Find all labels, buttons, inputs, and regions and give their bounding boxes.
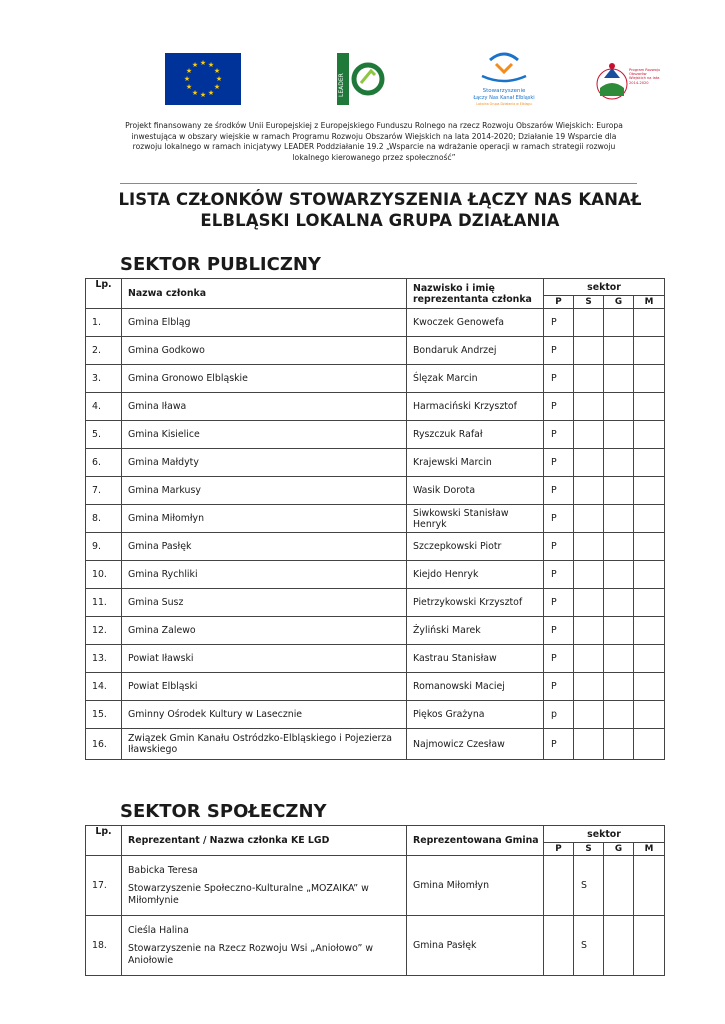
representative: Siwkowski Stanisław Henryk [407, 505, 544, 533]
member-name: Gmina Małdyty [122, 449, 407, 477]
table-row [86, 477, 665, 505]
table-row [86, 561, 665, 589]
col-g: G [604, 843, 634, 856]
sector-p: P [544, 673, 574, 701]
social-sector-heading: SEKTOR SPOŁECZNY [120, 801, 327, 822]
svg-text:★: ★ [191, 89, 199, 97]
document-title [110, 189, 650, 231]
sector-p: P [544, 533, 574, 561]
col-g: G [604, 296, 634, 309]
table-row [86, 421, 665, 449]
member-name: Gmina Pasłęk [122, 533, 407, 561]
col-lp: Lp. [86, 279, 122, 309]
col-m: M [634, 296, 665, 309]
col-s: S [574, 296, 604, 309]
title-line-2: ELBLĄSKI LOKALNA GRUPA DZIAŁANIA [200, 211, 560, 230]
svg-text:★: ★ [213, 67, 221, 75]
svg-text:★: ★ [207, 61, 215, 69]
lp: 18. [86, 916, 122, 976]
lp: 1. [86, 309, 122, 337]
svg-text:★: ★ [213, 83, 221, 91]
table-row [86, 701, 665, 729]
col-p: P [544, 296, 574, 309]
representative: Harmaciński Krzysztof [407, 393, 544, 421]
social-sector-table [85, 825, 665, 976]
table-row [86, 505, 665, 533]
svg-text:★: ★ [207, 89, 215, 97]
sector-p: P [544, 477, 574, 505]
sector-p: P [544, 421, 574, 449]
sector-p: P [544, 561, 574, 589]
svg-text:★: ★ [199, 91, 207, 99]
represented-gmina: Gmina Pasłęk [407, 916, 544, 976]
represented-gmina: Gmina Miłomłyn [407, 856, 544, 916]
lp: 3. [86, 365, 122, 393]
lgd-line3: Lokalna Grupa Działania w Elblągu [476, 102, 532, 106]
member-name: Gmina Iława [122, 393, 407, 421]
member-name: Gmina Elbląg [122, 309, 407, 337]
member-name: Gmina Susz [122, 589, 407, 617]
lgd-logo [468, 50, 540, 108]
member-cell [122, 856, 407, 916]
lp: 8. [86, 505, 122, 533]
sector-p: P [544, 449, 574, 477]
table-row [86, 393, 665, 421]
table-row [86, 617, 665, 645]
lgd-line2: Łączy Nas Kanał Elbląski [473, 95, 535, 101]
col-p: P [544, 843, 574, 856]
title-line-1: LISTA CZŁONKÓW STOWARZYSZENIA ŁĄCZY NAS KANAŁ [118, 190, 642, 209]
member-name: Gmina Markusy [122, 477, 407, 505]
table-row [86, 589, 665, 617]
prow-text: Program Rozwoju Obszarów Wiejskich na lata 2014-2020 [629, 68, 661, 85]
organization-name: Stowarzyszenie Społeczno-Kulturalne „MOZAIKA” w Miłomłynie [128, 882, 369, 906]
col-sector: sektor [544, 279, 665, 296]
sector-p: P [544, 589, 574, 617]
lp: 6. [86, 449, 122, 477]
col-s: S [574, 843, 604, 856]
svg-text:★: ★ [199, 59, 207, 67]
representative: Piękos Grażyna [407, 701, 544, 729]
representative: Żyliński Marek [407, 617, 544, 645]
lp: 4. [86, 393, 122, 421]
table-row [86, 856, 665, 916]
funding-note: Projekt finansowany ze środków Unii Europejskiej z Europejskiego Funduszu Rolnego na rzecz Rozwoju Obszarów Wiejskich: Europa inwestująca w obszary wiejskie w ramach Programu Rozwoju Obszarów Wiejskich na lata 2014-2020; Działanie 19 Wsparcie dla rozwoju lokalnego w ramach inicjatywy LEADER Poddziałanie 19.2 „Wsparcie na wdrażanie operacji w ramach strategii rozwoju lokalnego kierowanego przez społeczność” [125, 121, 623, 162]
sector-p: P [544, 617, 574, 645]
table-row [86, 916, 665, 976]
sector-p: P [544, 309, 574, 337]
representative: Wasik Dorota [407, 477, 544, 505]
svg-text:★: ★ [185, 67, 193, 75]
member-name: Gmina Godkowo [122, 337, 407, 365]
person-name: Cieśla Halina [128, 924, 189, 936]
col-name: Reprezentant / Nazwa członka KE LGD [122, 826, 407, 856]
sector-p: P [544, 645, 574, 673]
representative: Kwoczek Genowefa [407, 309, 544, 337]
col-rep: Nazwisko i imię reprezentanta członka [407, 279, 544, 309]
sector-s: S [574, 916, 604, 976]
sector-p: P [544, 337, 574, 365]
person-name: Babicka Teresa [128, 864, 198, 876]
lp: 11. [86, 589, 122, 617]
svg-text:★: ★ [215, 75, 223, 83]
lp: 13. [86, 645, 122, 673]
representative: Najmowicz Czesław [407, 729, 544, 760]
member-name: Gminny Ośrodek Kultury w Lasecznie [122, 701, 407, 729]
table-row [86, 337, 665, 365]
divider [120, 183, 637, 184]
sector-p: p [544, 701, 574, 729]
col-sector: sektor [544, 826, 665, 843]
svg-text:★: ★ [183, 75, 191, 83]
leader-logo [335, 53, 385, 105]
leader-text: LEADER [338, 73, 345, 97]
col-name: Nazwa członka [122, 279, 407, 309]
lp: 5. [86, 421, 122, 449]
sector-p: P [544, 505, 574, 533]
table-row [86, 449, 665, 477]
svg-text:★: ★ [185, 83, 193, 91]
lp: 2. [86, 337, 122, 365]
lgd-line1: Stowarzyszenie [482, 88, 526, 94]
col-lp: Lp. [86, 826, 122, 856]
member-name: Gmina Gronowo Elbląskie [122, 365, 407, 393]
representative: Pietrzykowski Krzysztof [407, 589, 544, 617]
representative: Bondaruk Andrzej [407, 337, 544, 365]
table-row [86, 645, 665, 673]
representative: Romanowski Maciej [407, 673, 544, 701]
representative: Kastrau Stanisław [407, 645, 544, 673]
sector-p: P [544, 729, 574, 760]
representative: Krajewski Marcin [407, 449, 544, 477]
table-row [86, 365, 665, 393]
member-cell [122, 916, 407, 976]
table-row [86, 309, 665, 337]
organization-name: Stowarzyszenie na Rzecz Rozwoju Wsi „Aniołowo” w Aniołowie [128, 942, 374, 966]
sector-p: P [544, 393, 574, 421]
prow-logo [596, 58, 662, 104]
public-sector-table [85, 278, 665, 760]
table-row [86, 729, 665, 760]
col-m: M [634, 843, 665, 856]
member-name: Gmina Zalewo [122, 617, 407, 645]
representative: Ślęzak Marcin [407, 365, 544, 393]
member-name: Związek Gmin Kanału Ostródzko-Elbląskiego i Pojezierza Iławskiego [122, 729, 407, 760]
lp: 14. [86, 673, 122, 701]
member-name: Gmina Kisielice [122, 421, 407, 449]
representative: Kiejdo Henryk [407, 561, 544, 589]
member-name: Powiat Elbląski [122, 673, 407, 701]
lp: 9. [86, 533, 122, 561]
public-sector-heading: SEKTOR PUBLICZNY [120, 254, 321, 275]
lp: 15. [86, 701, 122, 729]
sector-p: P [544, 365, 574, 393]
lp: 7. [86, 477, 122, 505]
col-gmina: Reprezentowana Gmina [407, 826, 544, 856]
member-name: Powiat Iławski [122, 645, 407, 673]
sector-s: S [574, 856, 604, 916]
table-row [86, 673, 665, 701]
eu-flag-logo [165, 53, 241, 105]
member-name: Gmina Rychliki [122, 561, 407, 589]
lp: 12. [86, 617, 122, 645]
logo-strip [0, 50, 725, 110]
representative: Ryszczuk Rafał [407, 421, 544, 449]
lp: 10. [86, 561, 122, 589]
member-name: Gmina Miłomłyn [122, 505, 407, 533]
representative: Szczepkowski Piotr [407, 533, 544, 561]
table-row [86, 533, 665, 561]
svg-text:★: ★ [191, 61, 199, 69]
lp: 17. [86, 856, 122, 916]
lp: 16. [86, 729, 122, 760]
